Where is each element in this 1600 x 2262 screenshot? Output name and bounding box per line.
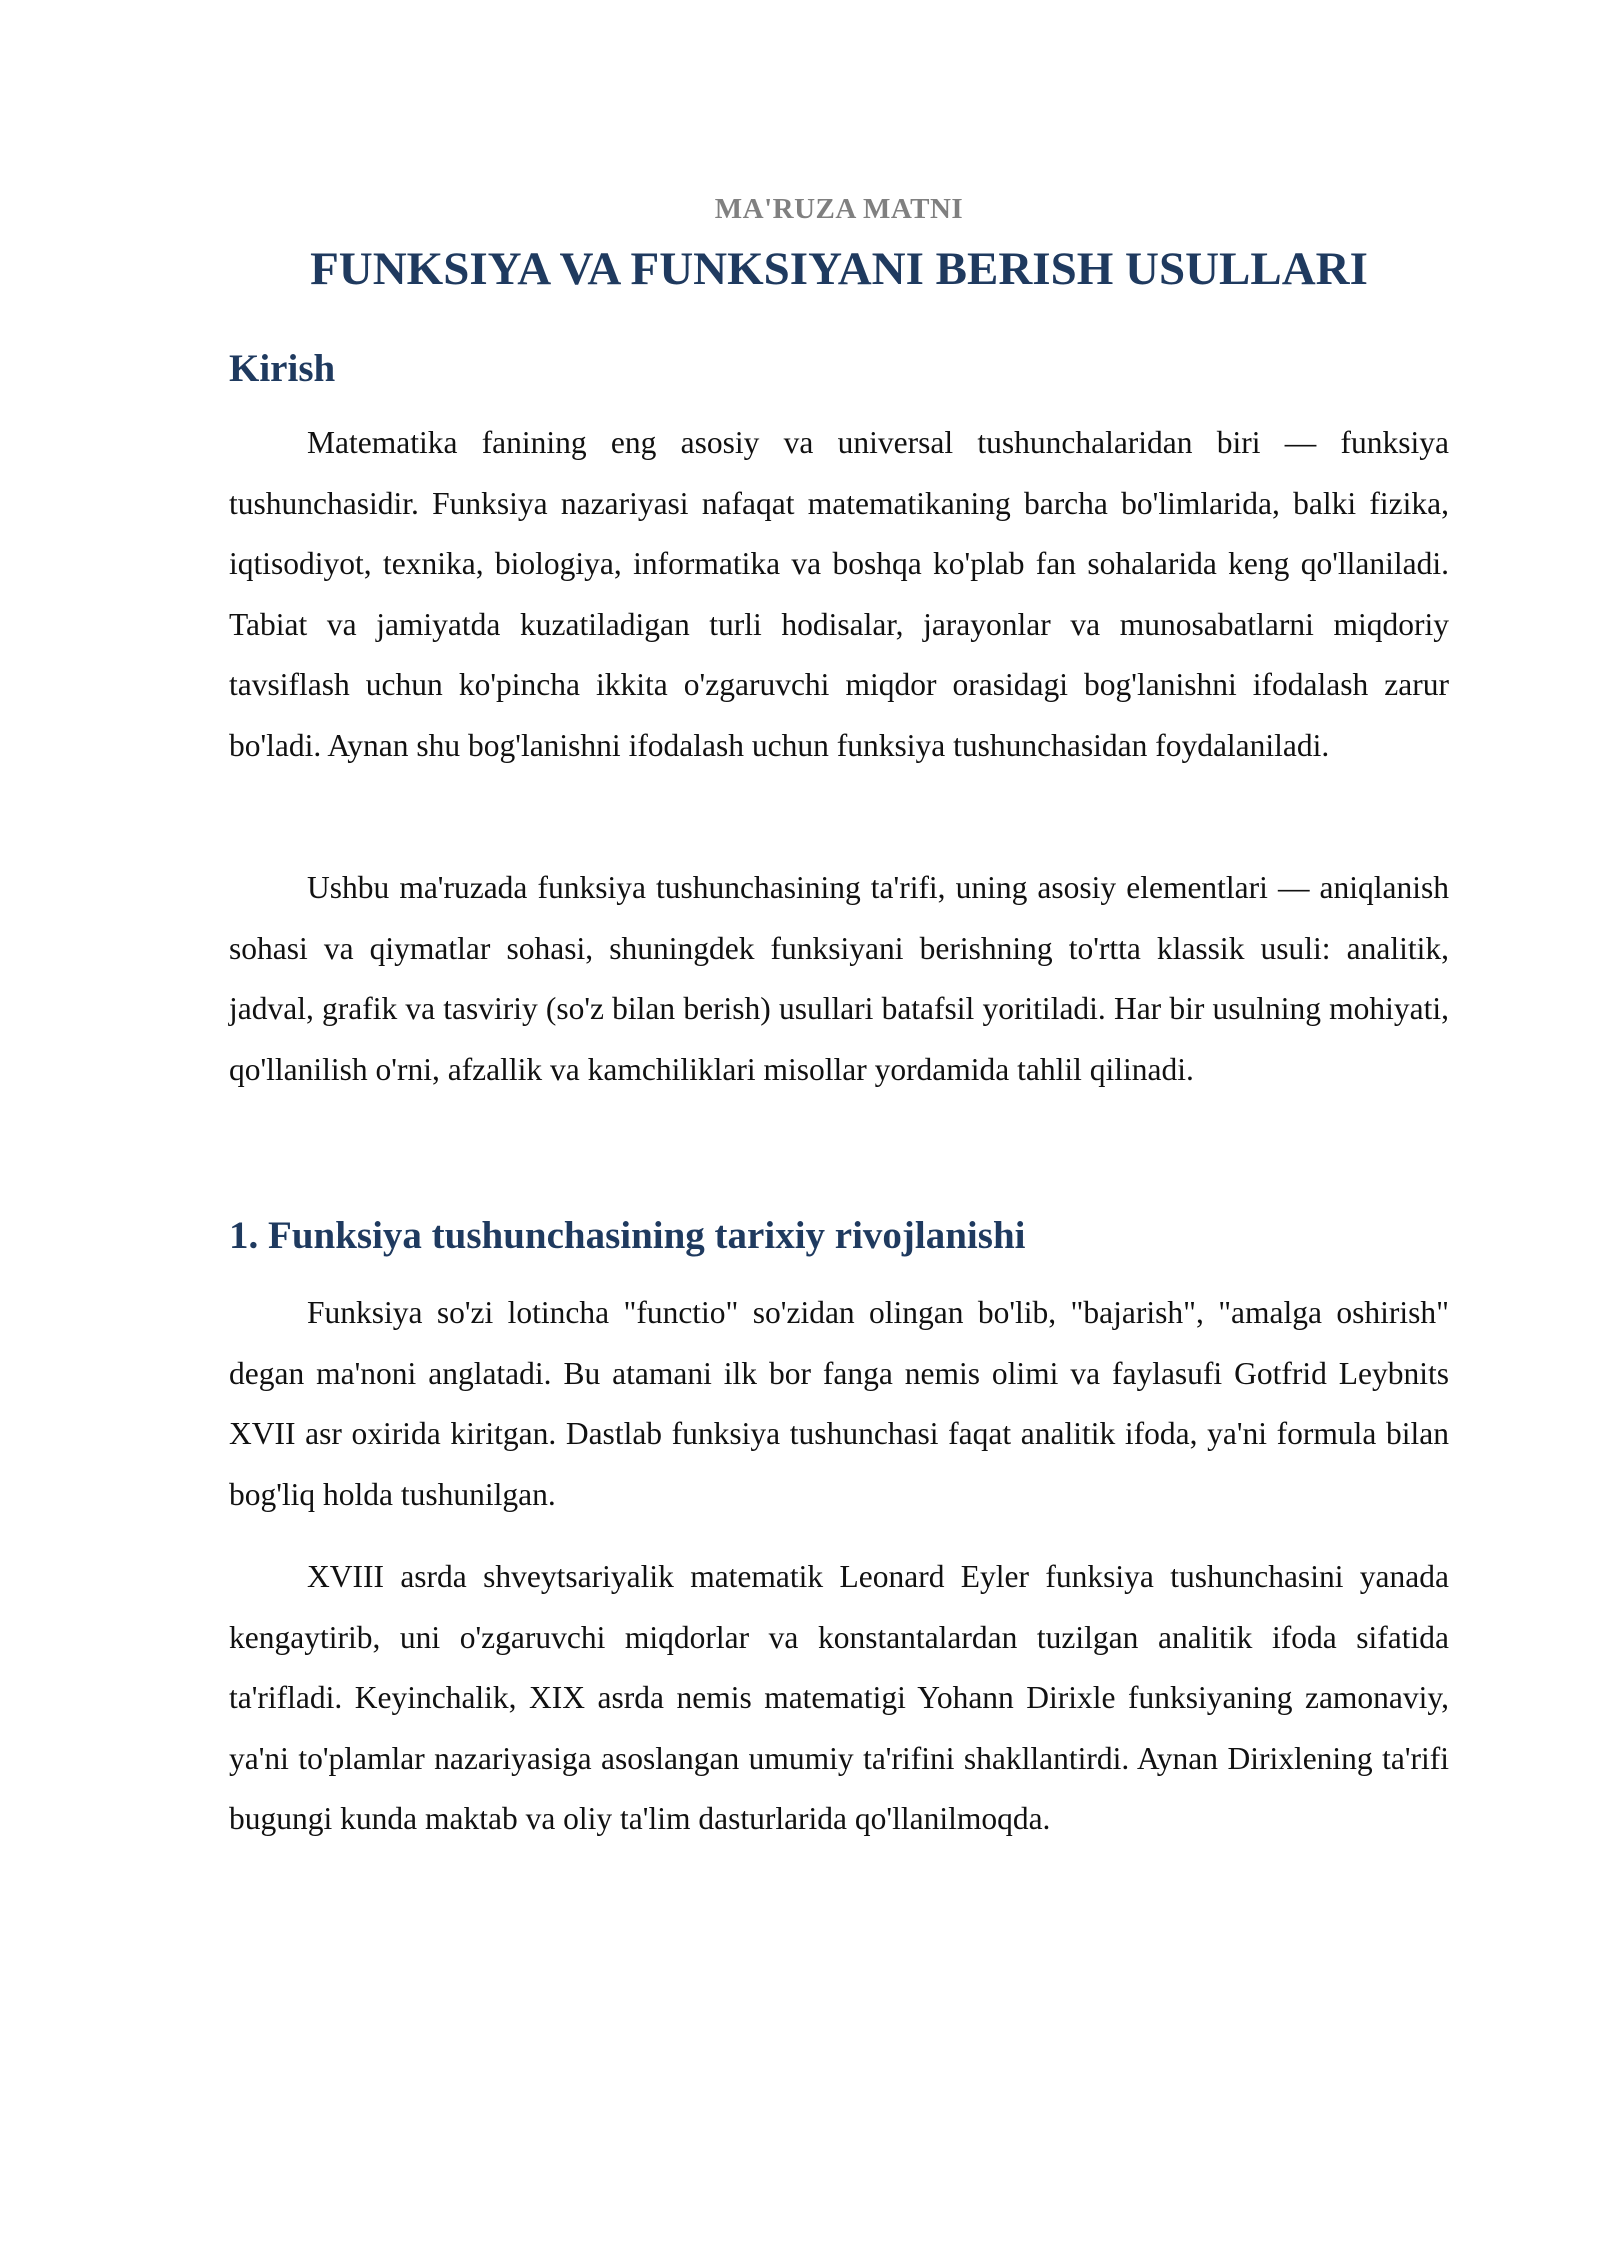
document-title: FUNKSIYA VA FUNKSIYANI BERISH USULLARI xyxy=(310,243,1368,295)
document-subtitle: MA'RUZA MATNI xyxy=(714,193,964,225)
paragraph: Funksiya so'zi lotincha "functio" so'zidan olingan bo'lib, "bajarish", "amalga oshirish" degan ma'noni anglatadi. Bu atamani ilk bor fanga nemis olimi va faylasufi Gotfrid Leybnits XVII asr oxirida kiritgan. Dastlab funksiya tushunchasi faqat analitik ifoda, ya'ni formula bilan bog'liq holda tushunilgan. xyxy=(229,1295,1449,1512)
section-heading-kirish: Kirish xyxy=(229,347,336,390)
paragraph: Matematika fanining eng asosiy va universal tushunchalaridan biri — funksiya tushunchasidir. Funksiya nazariyasi nafaqat matematikaning barcha bo'limlarida, balki fizika, iqtisodiyot, texnika, biologiya, informatika va boshqa ko'plab fan sohalarida keng qo'llaniladi. Tabiat va jamiyatda kuzatiladigan turli hodisalar, jarayonlar va munosabatlarni miqdoriy tavsiflash uchun ko'pincha ikkita o'zgaruvchi miqdor orasidagi bog'lanishni ifodalash zarur bo'ladi. Aynan shu bog'lanishni ifodalash uchun funksiya tushunchasidan foydalaniladi. xyxy=(229,425,1449,763)
paragraph: XVIII asrda shveytsariyalik matematik Leonard Eyler funksiya tushunchasini yanada kengaytirib, uni o'zgaruvchi miqdorlar va konstantalardan tuzilgan analitik ifoda sifatida ta'rifladi. Keyinchalik, XIX asrda nemis matematigi Yohann Dirixle funksiyaning zamonaviy, ya'ni to'plamlar nazariyasiga asoslangan umumiy ta'rifini shakllantirdi. Aynan Dirixlening ta'rifi bugungi kunda maktab va oliy ta'lim dasturlarida qo'llanilmoqda. xyxy=(229,1559,1449,1836)
paragraph: Ushbu ma'ruzada funksiya tushunchasining ta'rifi, uning asosiy elementlari — aniqlanish sohasi va qiymatlar sohasi, shuningdek funksiyani berishning to'rtta klassik usuli: analitik, jadval, grafik va tasviriy (so'z bilan berish) usullari batafsil yoritiladi. Har bir usulning mohiyati, qo'llanilish o'rni, afzallik va kamchiliklari misollar yordamida tahlil qilinadi. xyxy=(229,870,1449,1087)
section-heading-history: 1. Funksiya tushunchasining tarixiy rivojlanishi xyxy=(229,1214,1026,1257)
